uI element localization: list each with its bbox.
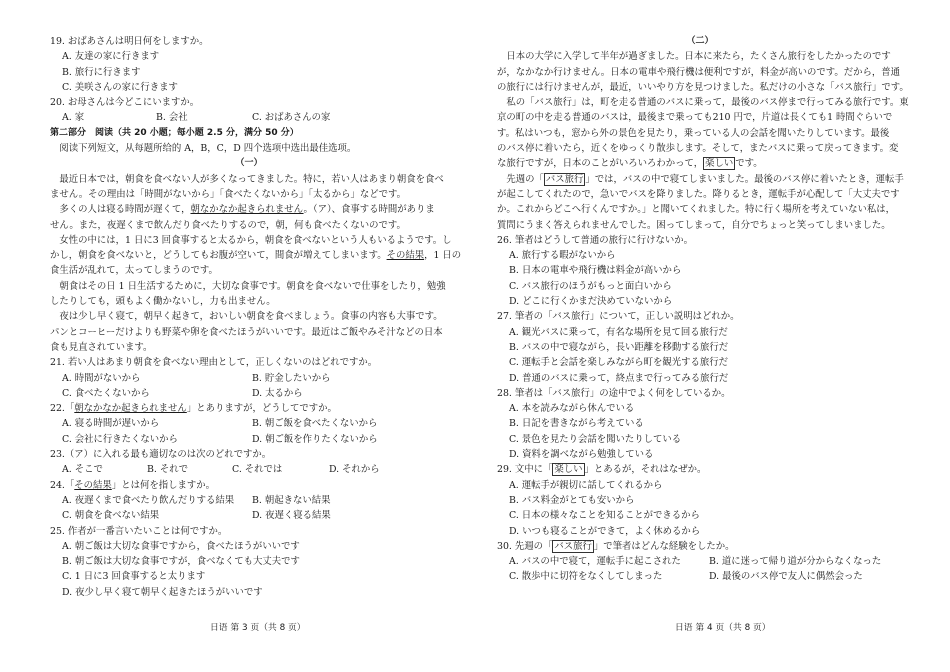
q24-option-b: B. 朝起きない結果 — [252, 494, 331, 506]
passage-1-line: せん。また，夜遅くまで飲んだり食べたりするので，朝，何も食べたくないのです。 — [50, 219, 406, 231]
q25-option-d: D. 夜少し早く寝て朝早く起きたほうがいいです — [62, 586, 263, 598]
q24-option-d: D. 夜遅く寝る結果 — [252, 510, 331, 522]
text-span: です。 — [735, 158, 763, 170]
q28-option-c: C. 景色を見たり会話を聞いたりしている — [509, 433, 682, 445]
text-span: 」とは何を指しますか。 — [111, 479, 215, 491]
question-22 — [50, 401, 448, 416]
passage-1-line: 夜は少し早く寝て，朝早く起きて，おいしい朝食を食べましょう。食事の内容も大事です。 — [59, 311, 443, 323]
underlined-phrase: 朝なかなか起きられません — [74, 403, 187, 415]
q28-option-a: A. 本を読みながら休んでいる — [509, 403, 635, 415]
question-25: 25. 作者が一番言いたいことは何ですか。 — [50, 525, 228, 537]
right-page — [497, 34, 909, 585]
q21-option-b: B. 貯金したいから — [252, 372, 331, 384]
passage-2-line: か。これからどこへ行くんですか。」と聞いてくれました。特に行く場所を考えていない私は， — [497, 204, 896, 216]
boxed-phrase: バス旅行 — [545, 173, 584, 185]
passage-1-line: したりしても，頭もよく働かないし，力も出ません。 — [50, 296, 276, 308]
question-21: 21. 若い人はあまり朝食を食べない理由として，正しくないのはどれですか。 — [50, 357, 378, 369]
right-page-footer: 日语 第 4 页（共 8 页） — [675, 623, 771, 633]
question-23: 23.（ア）に入れる最も適切なのは次のどれですか。 — [50, 449, 272, 461]
q30-option-c: C. 散歩中に切符をなくしてしまった — [509, 571, 663, 583]
text-span: 24.「 — [50, 479, 75, 491]
q26-option-b: B. 日本の電車や飛行機は料金が高いから — [509, 265, 682, 277]
passage-2-line — [497, 172, 903, 187]
q26-option-c: C. バス旅行のほうがもっと面白いから — [509, 280, 672, 292]
q27-option-b: B. バスの中で寝ながら，長い距離を移動する旅行だ — [509, 341, 729, 353]
text-span: な旅行ですが，日本のことがいろいろわかって， — [497, 158, 704, 170]
q22-options-row2 — [50, 432, 448, 447]
text-span: かし，朝食を食べないと，どうしてもお腹が空いて，間食が増えてしまいます。 — [50, 250, 387, 262]
q25-option-b: B. 朝ご飯は大切な食事ですが，食べなくても大丈夫です — [62, 556, 300, 568]
reading-instruction: 阅读下列短文，从每题所给的 A，B，C，D 四个选项中选出最佳选项。 — [59, 143, 357, 155]
q23-options — [50, 462, 448, 477]
underlined-phrase: その結果 — [74, 479, 112, 491]
q29-option-a: A. 運転手が親切に話してくれるから — [509, 479, 663, 491]
q24-options-row2 — [50, 508, 448, 523]
passage-2-line: が，なかなか行けません。日本の電車や飛行機は便利ですが，料金が高いのです。だから，普通 — [497, 66, 900, 78]
q22-option-c: C. 会社に行きたくないから — [62, 433, 178, 445]
passage-1-line: パンとコーヒーだけよりも野菜や卵を食べたほうがいいです。最近はご飯やみそ汁などの日本 — [50, 326, 443, 338]
passage-2-line: 日本の大学に入学して半年が過ぎました。日本に来たら，たくさん旅行をしたかったのです — [506, 51, 891, 63]
passage-2-line: のバス停に着いたら，近くをゆっくり散歩します。そして，またバスに乗って戻ってきます。変 — [497, 143, 899, 155]
underlined-phrase: その結果 — [386, 250, 425, 262]
text-span: 22.「 — [50, 403, 75, 415]
passage-2-title: （二） — [686, 36, 714, 46]
q22-options-row1 — [50, 416, 448, 431]
passage-1-line — [50, 202, 448, 217]
q23-option-a: A. そこで — [62, 464, 103, 476]
q23-option-d: D. それから — [329, 464, 380, 476]
q29-option-c: C. 日本の様々なことを知ることができるから — [509, 510, 700, 522]
q27-option-c: C. 運転手と会話を楽しみながら町を観光する旅行だ — [509, 357, 729, 369]
passage-2-line: の旅行には行けませんが，最近，いいやり方を見つけました。私だけの小さな「バス旅行」です。 — [497, 81, 909, 93]
text-span: 29. 文中に「 — [497, 464, 553, 476]
q22-option-b: B. 朝ご飯を食べたくないから — [252, 418, 378, 430]
question-30 — [497, 539, 903, 554]
q20-option-b: B. 会社 — [156, 112, 188, 124]
q24-options-row1 — [50, 493, 448, 508]
passage-2-line: が起こしてくれたので，急いでバスを降りました。降りるとき，運転手が心配して「大丈夫です — [497, 188, 900, 200]
text-span: 」で筆者はどんな経験をしたか。 — [593, 540, 735, 552]
q29-option-d: D. いつも寝ることができて，よく休めるから — [509, 525, 701, 537]
q21-option-a: A. 時間がないから — [62, 372, 141, 384]
q19-option-a: A. 友達の家に行きます — [62, 51, 160, 63]
q25-option-c: C. 1 日に3 回食事すると太ります — [62, 571, 206, 583]
passage-1-line: 女性の中には，1 日に3 回食事すると太るから，朝食を食べないという人もいるようです。し — [59, 234, 452, 246]
q24-option-c: C. 朝食を食べない結果 — [62, 510, 160, 522]
boxed-phrase: バス旅行 — [554, 540, 592, 552]
passage-1-line — [50, 248, 462, 263]
underlined-phrase: 朝なかなか起きられません — [190, 204, 304, 216]
q30-options-row1 — [497, 554, 903, 569]
q21-options-row2 — [50, 386, 448, 401]
q30-option-a: A. バスの中で寝て，運転手に起こされた — [509, 556, 681, 568]
question-28: 28. 筆者は「バス旅行」の途中でよく何をしているか。 — [497, 387, 731, 399]
text-span: 」とあるが，それはなぜか。 — [584, 464, 707, 476]
passage-2-line — [497, 156, 903, 171]
text-span: 」とありますが，どうしてですか。 — [186, 403, 337, 415]
q21-options-row1 — [50, 371, 448, 386]
question-29 — [497, 462, 903, 477]
q27-option-a: A. 観光バスに乗って，有名な場所を見て回る旅行だ — [509, 326, 728, 338]
q28-option-b: B. 日記を書きながら考えている — [509, 418, 644, 430]
boxed-phrase: 楽しい — [705, 158, 734, 170]
question-24 — [50, 478, 448, 493]
passage-2-line: 京の町の中を走る普通のバスは，最後まで乗っても210 円で，片道は長くても1 時間ぐらいで — [497, 112, 893, 124]
text-span: 30. 先週の「 — [497, 540, 553, 552]
q26-option-a: A. 旅行する暇がないから — [509, 250, 616, 262]
q25-option-a: A. 朝ご飯は大切な食事ですから，食べたほうがいいです — [62, 540, 300, 552]
q20-option-a: A. 家 — [62, 112, 85, 124]
left-page — [50, 34, 462, 600]
text-span: ，1 日の — [424, 250, 462, 262]
question-20: 20. お母さんは今どこにいますか。 — [50, 97, 200, 109]
passage-1-title: （一） — [235, 158, 263, 169]
q30-options-row2 — [497, 569, 903, 584]
q30-option-d: D. 最後のバス停で友人に偶然会った — [709, 571, 863, 583]
q28-option-d: D. 資料を調べながら勉強している — [509, 449, 654, 461]
boxed-phrase: 楽しい — [554, 464, 583, 476]
text-span: 」では，バスの中で寝てしまいました。最後のバス停に着いたとき，運転手 — [585, 173, 904, 185]
text-span: 先週の「 — [506, 173, 544, 185]
question-26: 26. 筆者はどうして普通の旅行に行けないか。 — [497, 234, 694, 246]
text-span: 多くの人は寝る時間が遅くて， — [59, 204, 191, 216]
q30-option-b: B. 道に迷って帰り道が分からなくなった — [709, 556, 882, 568]
passage-1-line: 最近日本では，朝食を食べない人が多くなってきました。特に，若い人はあまり朝食を食べ — [59, 173, 444, 185]
q24-option-a: A. 夜遅くまで食べたり飲んだりする結果 — [62, 494, 235, 506]
passage-2-line: 質問にうまく答えられませんでした。困ってしまって，自分でちょっと笑ってしまいました。 — [497, 219, 891, 231]
q29-option-b: B. バス料金がとても安いから — [509, 494, 635, 506]
q21-option-d: D. 太るから — [252, 387, 303, 399]
q19-option-c: C. 美咲さんの家に行きます — [62, 81, 178, 93]
passage-2-line: す。私はいつも，窓から外の景色を見たり，乗っている人の会話を聞いたりしています。最後 — [497, 127, 890, 139]
question-19: 19. おばあさんは明日何をしますか。 — [50, 36, 209, 47]
q27-option-d: D. 普通のバスに乗って，終点まで行ってみる旅行だ — [509, 372, 729, 384]
passage-1-line: 食生活が乱れて，太ってしまうのです。 — [50, 265, 218, 277]
q26-option-d: D. どこに行くかまだ決めていないから — [509, 296, 673, 308]
passage-1-line: ません。その理由は「時間がないから」「食べたくないから」「太るから」などです。 — [50, 188, 407, 200]
q23-option-b: B. それで — [147, 464, 188, 476]
q19-option-b: B. 旅行に行きます — [62, 66, 141, 78]
q20-options — [50, 110, 448, 125]
passage-1-line: 食も見直されています。 — [50, 341, 153, 353]
q23-option-c: C. それでは — [232, 464, 283, 476]
passage-2-line: 私の「バス旅行」は，町を走る普通のバスに乗って，最後のバス停まで行ってみる旅行です。東 — [506, 97, 909, 109]
text-span: 。（ア）、食事する時間がありま — [303, 204, 435, 216]
left-page-footer: 日语 第 3 页（共 8 页） — [210, 623, 306, 633]
q22-option-d: D. 朝ご飯を作りたくないから — [252, 433, 378, 445]
section-2-heading: 第二部分 阅读（共 20 小题；每小题 2.5 分，满分 50 分） — [50, 127, 299, 138]
q21-option-c: C. 食べたくないから — [62, 387, 150, 399]
q22-option-a: A. 寝る時間が遅いから — [62, 418, 160, 430]
question-27: 27. 筆者の「バス旅行」について，正しい説明はどれか。 — [497, 311, 740, 323]
q20-option-c: C. おばあさんの家 — [252, 112, 331, 124]
passage-1-line: 朝食はその日 1 日生活するために，大切な食事です。朝食を食べないで仕事をしたり，勉強 — [59, 280, 446, 292]
